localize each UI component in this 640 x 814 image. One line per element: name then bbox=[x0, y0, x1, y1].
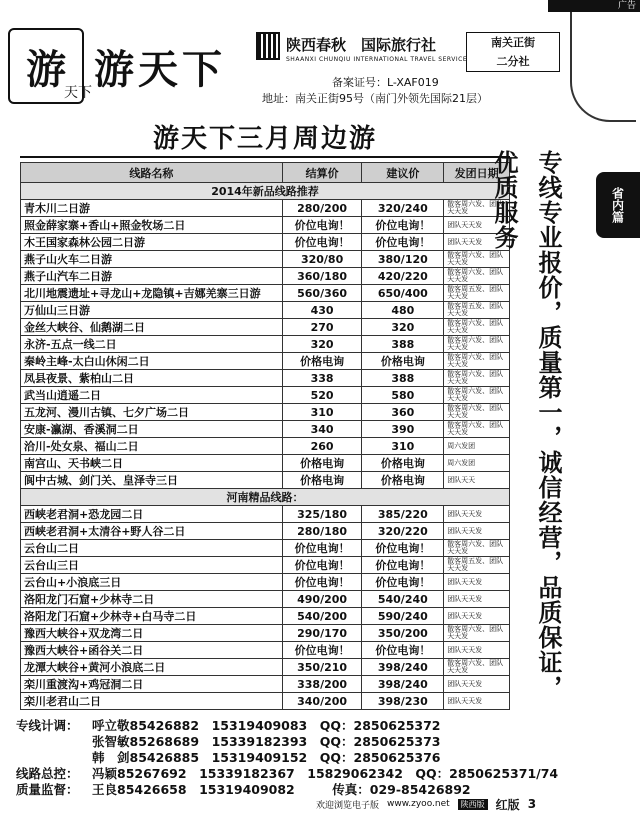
suggested-price: 价位电询！ bbox=[362, 574, 444, 591]
quality-contact: 王良85426658 15319409082 传真：029-85426892 bbox=[92, 782, 471, 797]
province-tab: 省内篇 bbox=[596, 172, 640, 238]
contact-line bbox=[16, 748, 626, 764]
suggested-price: 398/230 bbox=[362, 693, 444, 710]
departure-date: 散客周六发、团队天天发 bbox=[444, 540, 510, 557]
agency-name-en: SHAANXI CHUNQIU INTERNATIONAL TRAVEL SERVICE bbox=[286, 56, 468, 63]
booking-contact: 韩 剑85426885 15319409152 QQ：2850625376 bbox=[92, 750, 441, 765]
table-row bbox=[21, 404, 510, 421]
route-name: 万仙山三日游 bbox=[21, 302, 283, 319]
table-row bbox=[21, 557, 510, 574]
settlement-price: 价位电询！ bbox=[282, 574, 362, 591]
table-row bbox=[21, 217, 510, 234]
suggested-price: 385/220 bbox=[362, 506, 444, 523]
route-name: 安康-瀛湖、香溪洞二日 bbox=[21, 421, 283, 438]
suggested-price: 价位电询！ bbox=[362, 540, 444, 557]
departure-date: 散客周六发、团队天天发 bbox=[444, 251, 510, 268]
departure-date: 散客周六发、团队天天发 bbox=[444, 625, 510, 642]
brand-char: 游 bbox=[26, 45, 66, 93]
label-quality: 质量监督： bbox=[16, 782, 79, 797]
branch-line2: 二分社 bbox=[496, 55, 530, 68]
suggested-price: 价位电询！ bbox=[362, 217, 444, 234]
route-table-body bbox=[21, 183, 510, 710]
route-name: 金丝大峡谷、仙鹅湖二日 bbox=[21, 319, 283, 336]
suggested-price: 价位电询！ bbox=[362, 234, 444, 251]
address: 地址：南关正街95号（南门外领先国际21层） bbox=[262, 92, 488, 105]
section-title: 河南精品线路： bbox=[21, 489, 510, 506]
route-name: 木王国家森林公园二日游 bbox=[21, 234, 283, 251]
route-name: 武当山逍遥二日 bbox=[21, 387, 283, 404]
settlement-price: 价位电询！ bbox=[282, 234, 362, 251]
departure-date: 团队天天发 bbox=[444, 591, 510, 608]
table-section-row bbox=[21, 489, 510, 506]
departure-date: 散客周六发、团队天天发 bbox=[444, 336, 510, 353]
departure-date: 散客周五发、团队天天发 bbox=[444, 557, 510, 574]
brand-title: 游天下 bbox=[94, 46, 226, 93]
settlement-price: 价格电询 bbox=[282, 472, 362, 489]
departure-date: 团队天天发 bbox=[444, 676, 510, 693]
route-name: 龙潭大峡谷+黄河小浪底二日 bbox=[21, 659, 283, 676]
table-row bbox=[21, 455, 510, 472]
settlement-price: 560/360 bbox=[282, 285, 362, 302]
table-row bbox=[21, 676, 510, 693]
settlement-price: 价位电询！ bbox=[282, 557, 362, 574]
settlement-price: 290/170 bbox=[282, 625, 362, 642]
label-booking: 专线计调： bbox=[16, 718, 79, 733]
table-row bbox=[21, 659, 510, 676]
col-header-name: 线路名称 bbox=[21, 163, 283, 183]
contact-line bbox=[16, 780, 626, 796]
settlement-price: 360/180 bbox=[282, 268, 362, 285]
settlement-price: 270 bbox=[282, 319, 362, 336]
settlement-price: 540/200 bbox=[282, 608, 362, 625]
promo-text: 欢迎浏览电子版 bbox=[316, 800, 380, 811]
settlement-price: 价格电询 bbox=[282, 455, 362, 472]
route-name: 洛阳龙门石窟+少林寺二日 bbox=[21, 591, 283, 608]
table-row bbox=[21, 336, 510, 353]
agency-logo-icon bbox=[256, 32, 280, 60]
suggested-price: 价位电询！ bbox=[362, 642, 444, 659]
site-link[interactable]: www.zyoo.net bbox=[387, 799, 450, 809]
suggested-price: 350/200 bbox=[362, 625, 444, 642]
settlement-price: 430 bbox=[282, 302, 362, 319]
settlement-price: 490/200 bbox=[282, 591, 362, 608]
bottom-bar bbox=[316, 797, 636, 811]
table-row bbox=[21, 285, 510, 302]
route-name: 栾川老君山二日 bbox=[21, 693, 283, 710]
route-name: 凤县夜景、紫柏山二日 bbox=[21, 370, 283, 387]
settlement-price: 310 bbox=[282, 404, 362, 421]
route-name: 云台山二日 bbox=[21, 540, 283, 557]
departure-date: 散客周六发、团队天天发 bbox=[444, 268, 510, 285]
table-row bbox=[21, 370, 510, 387]
settlement-price: 价位电询！ bbox=[282, 217, 362, 234]
settlement-price: 320 bbox=[282, 336, 362, 353]
ad-tag: 广告 bbox=[548, 0, 640, 12]
contact-line bbox=[16, 732, 626, 748]
departure-date: 团队天天 bbox=[444, 472, 510, 489]
suggested-price: 650/400 bbox=[362, 285, 444, 302]
route-name: 五龙河、漫川古镇、七夕广场二日 bbox=[21, 404, 283, 421]
table-row bbox=[21, 353, 510, 370]
table-row bbox=[21, 642, 510, 659]
settlement-price: 340/200 bbox=[282, 693, 362, 710]
brand-sub: 天下 bbox=[64, 85, 92, 101]
label-control: 线路总控： bbox=[16, 766, 79, 781]
route-name: 云台山+小浪底三日 bbox=[21, 574, 283, 591]
route-name: 西峡老君洞+太清谷+野人谷二日 bbox=[21, 523, 283, 540]
table-row bbox=[21, 319, 510, 336]
table-row bbox=[21, 693, 510, 710]
suggested-price: 398/240 bbox=[362, 659, 444, 676]
suggested-price: 320/240 bbox=[362, 200, 444, 217]
edition-label: 红版 bbox=[495, 797, 520, 812]
suggested-price: 480 bbox=[362, 302, 444, 319]
settlement-price: 260 bbox=[282, 438, 362, 455]
settlement-price: 338/200 bbox=[282, 676, 362, 693]
departure-date: 团队天天发 bbox=[444, 693, 510, 710]
departure-date: 团队天天发 bbox=[444, 506, 510, 523]
departure-date: 散客周五发、团队天天发 bbox=[444, 285, 510, 302]
suggested-price: 388 bbox=[362, 370, 444, 387]
table-row bbox=[21, 251, 510, 268]
departure-date: 周六发团 bbox=[444, 455, 510, 472]
table-row bbox=[21, 200, 510, 217]
route-name: 北川地震遗址+寻龙山+龙隐镇+吉娜羌寨三日游 bbox=[21, 285, 283, 302]
table-row bbox=[21, 421, 510, 438]
route-name: 洽川-处女泉、福山二日 bbox=[21, 438, 283, 455]
route-name: 燕子山汽车二日游 bbox=[21, 268, 283, 285]
booking-contact: 张智敏85268689 15339182393 QQ：2850625373 bbox=[92, 734, 441, 749]
suggested-price: 价格电询 bbox=[362, 353, 444, 370]
table-header-row bbox=[21, 163, 510, 183]
route-name: 永济-五点一线二日 bbox=[21, 336, 283, 353]
suggested-price: 320/220 bbox=[362, 523, 444, 540]
suggested-price: 580 bbox=[362, 387, 444, 404]
route-name: 南宫山、天书峡二日 bbox=[21, 455, 283, 472]
settlement-price: 320/80 bbox=[282, 251, 362, 268]
departure-date: 团队天天发 bbox=[444, 217, 510, 234]
registration-number: 备案证号：L-XAF019 bbox=[332, 76, 439, 89]
settlement-price: 价位电询！ bbox=[282, 642, 362, 659]
section-title: 2014年新品线路推荐 bbox=[21, 183, 510, 200]
departure-date: 散客周六发、团队天天发 bbox=[444, 404, 510, 421]
col-header-settlement: 结算价 bbox=[282, 163, 362, 183]
route-name: 豫西大峡谷+双龙湾二日 bbox=[21, 625, 283, 642]
table-section-row bbox=[21, 183, 510, 200]
suggested-price: 价格电询 bbox=[362, 455, 444, 472]
suggested-price: 420/220 bbox=[362, 268, 444, 285]
departure-date: 团队天天发 bbox=[444, 523, 510, 540]
suggested-price: 388 bbox=[362, 336, 444, 353]
branch-line1: 南关正街 bbox=[491, 36, 535, 49]
suggested-price: 380/120 bbox=[362, 251, 444, 268]
contact-line bbox=[16, 716, 626, 732]
departure-date: 散客周六发、团队天天发 bbox=[444, 353, 510, 370]
departure-date: 散客周六发、团队天天发 bbox=[444, 387, 510, 404]
departure-date: 团队天天发 bbox=[444, 574, 510, 591]
route-name: 西峡老君洞+恐龙园二日 bbox=[21, 506, 283, 523]
slogan: 专线专业报价，质量第一，诚信经营，品质保证，优质服务 bbox=[490, 150, 563, 700]
contact-footer bbox=[16, 716, 626, 796]
route-name: 阆中古城、剑门关、皇泽寺三日 bbox=[21, 472, 283, 489]
booking-contact: 呼立敬85426882 15319409083 QQ：2850625372 bbox=[92, 718, 441, 733]
departure-date: 散客周六发、团队天天发 bbox=[444, 200, 510, 217]
decorative-swirl-icon bbox=[570, 12, 636, 122]
header bbox=[0, 14, 560, 118]
table-row bbox=[21, 268, 510, 285]
table-row bbox=[21, 234, 510, 251]
table-row bbox=[21, 523, 510, 540]
departure-date: 团队天天发 bbox=[444, 234, 510, 251]
table-row bbox=[21, 591, 510, 608]
settlement-price: 价格电询 bbox=[282, 353, 362, 370]
route-name: 青木川二日游 bbox=[21, 200, 283, 217]
contact-line bbox=[16, 764, 626, 780]
route-name: 秦岭主峰-太白山休闲二日 bbox=[21, 353, 283, 370]
settlement-price: 价位电询！ bbox=[282, 540, 362, 557]
table-row bbox=[21, 540, 510, 557]
suggested-price: 价格电询 bbox=[362, 472, 444, 489]
agency-name bbox=[286, 34, 436, 55]
departure-date: 散客周六发、团队天天发 bbox=[444, 370, 510, 387]
settlement-price: 520 bbox=[282, 387, 362, 404]
settlement-price: 325/180 bbox=[282, 506, 362, 523]
suggested-price: 320 bbox=[362, 319, 444, 336]
route-name: 洛阳龙门石窟+少林寺+白马寺二日 bbox=[21, 608, 283, 625]
settlement-price: 338 bbox=[282, 370, 362, 387]
control-contact: 冯颖85267692 15339182367 15829062342 QQ：2850625371/74 bbox=[92, 766, 559, 781]
suggested-price: 360 bbox=[362, 404, 444, 421]
edition-badge: 陕西版 bbox=[458, 799, 488, 810]
departure-date: 散客周六发、团队天天发 bbox=[444, 659, 510, 676]
departure-date: 散客周六发、团队天天发 bbox=[444, 319, 510, 336]
col-header-date: 发团日期 bbox=[444, 163, 510, 183]
suggested-price: 390 bbox=[362, 421, 444, 438]
settlement-price: 280/200 bbox=[282, 200, 362, 217]
table-row bbox=[21, 438, 510, 455]
branch-box bbox=[466, 32, 560, 72]
settlement-price: 280/180 bbox=[282, 523, 362, 540]
table-row bbox=[21, 506, 510, 523]
departure-date: 团队天天发 bbox=[444, 642, 510, 659]
col-header-suggested: 建议价 bbox=[362, 163, 444, 183]
table-row bbox=[21, 302, 510, 319]
table-row bbox=[21, 472, 510, 489]
suggested-price: 398/240 bbox=[362, 676, 444, 693]
route-table bbox=[20, 162, 510, 710]
settlement-price: 350/210 bbox=[282, 659, 362, 676]
departure-date: 散客周六发、团队天天发 bbox=[444, 421, 510, 438]
departure-date: 团队天天发 bbox=[444, 608, 510, 625]
settlement-price: 340 bbox=[282, 421, 362, 438]
suggested-price: 590/240 bbox=[362, 608, 444, 625]
route-name: 燕子山火车二日游 bbox=[21, 251, 283, 268]
suggested-price: 540/240 bbox=[362, 591, 444, 608]
route-name: 照金薛家寨+香山+照金牧场二日 bbox=[21, 217, 283, 234]
table-row bbox=[21, 608, 510, 625]
departure-date: 周六发团 bbox=[444, 438, 510, 455]
route-name: 云台山三日 bbox=[21, 557, 283, 574]
agency-name-a: 陕西春秋 bbox=[286, 36, 347, 54]
suggested-price: 价位电询！ bbox=[362, 557, 444, 574]
agency-name-b: 国际旅行社 bbox=[361, 36, 437, 54]
suggested-price: 310 bbox=[362, 438, 444, 455]
page-headline: 游天下三月周边游 bbox=[20, 118, 510, 158]
page-number: 3 bbox=[527, 797, 537, 811]
table-row bbox=[21, 574, 510, 591]
departure-date: 散客周五发、团队天天发 bbox=[444, 302, 510, 319]
route-name: 栾川重渡沟+鸡冠洞二日 bbox=[21, 676, 283, 693]
table-row bbox=[21, 387, 510, 404]
table-row bbox=[21, 625, 510, 642]
route-name: 豫西大峡谷+函谷关二日 bbox=[21, 642, 283, 659]
